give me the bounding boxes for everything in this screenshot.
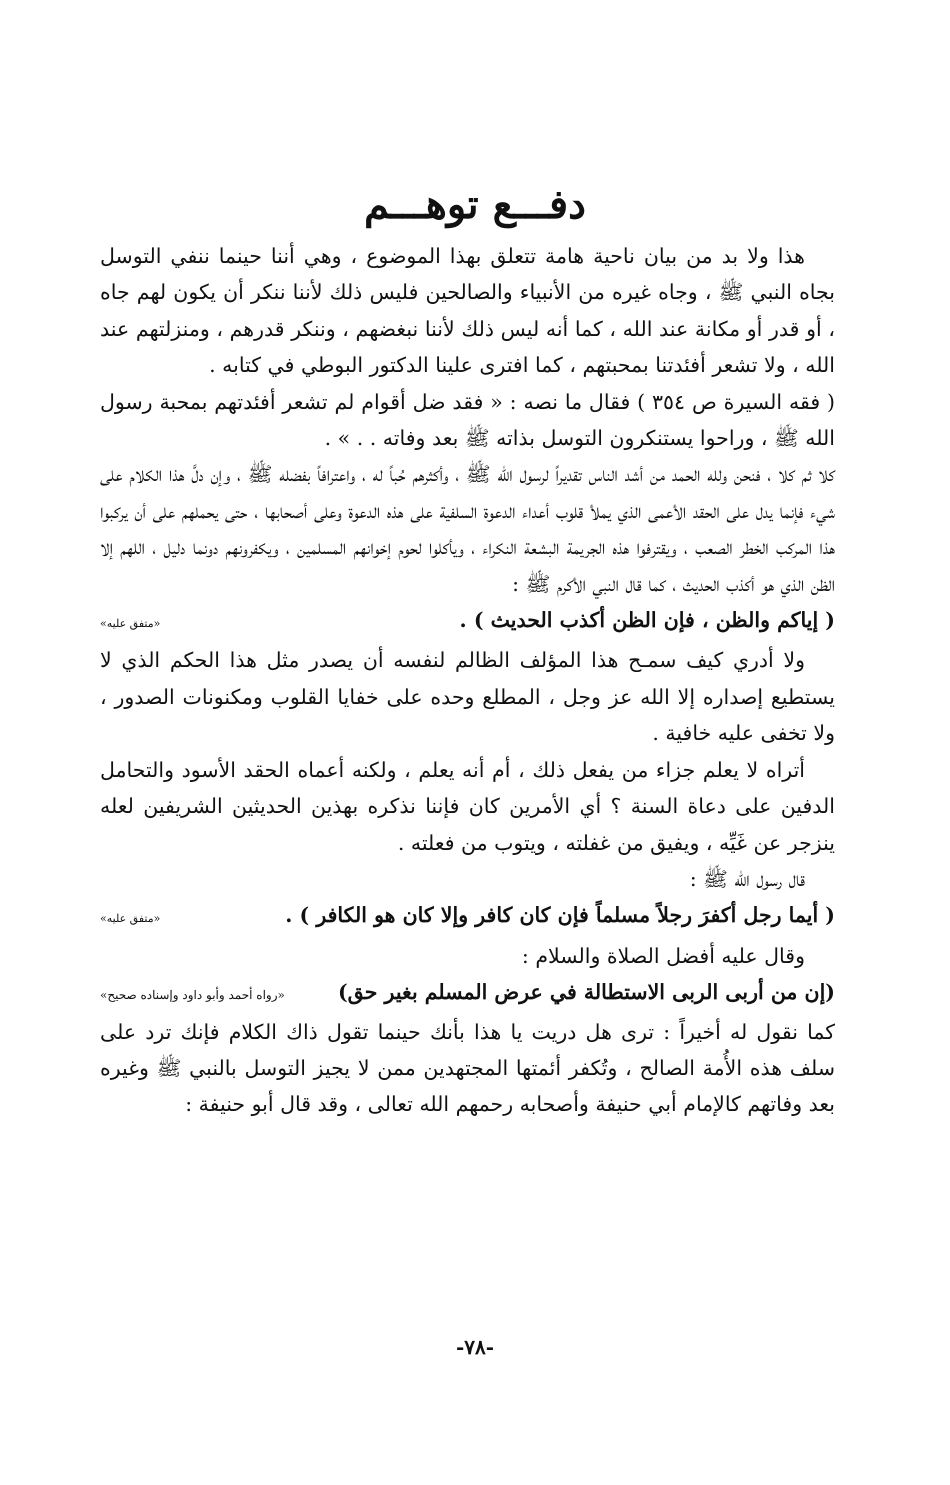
hadith-quote-1-text: ( إياكم والظن ، فإن الظن أكذب الحديث ) . (459, 608, 835, 633)
hadith-quote-2-reference: «متفق عليه» (100, 912, 161, 926)
body-text (100, 238, 835, 1123)
paragraph-9: وقال عليه أفضل الصلاة والسلام : (521, 943, 805, 968)
paragraph-2: ( فقه السيرة ص ٣٥٤ ) فقال ما نصه : « فقد ضل أقوام لم تشعر أفئدتهم بمحبة رسول الله ﷺ ، وراحوا يستنكرون التوسل بذاته ﷺ بعد وفاته . . » . (100, 389, 836, 451)
page-title: دفـــع توهـــم (364, 181, 586, 228)
hadith-quote-2 (100, 897, 835, 937)
hadith-quote-3 (100, 974, 835, 1013)
paragraph-1: هذا ولا بد من بيان ناحية هامة تتعلق بهذا الموضوع ، وهي أننا حينما ننفي التوسل بجاه النبي ﷺ ، وجاه غيره من الأنبياء والصالحين فليس ذلك لأننا ننكر أن يكون لهم جاه ، أو قدر أو مكانة عند الله ، كما أنه ليس ذلك لأننا نبغضهم ، وننكر قدرهم ، ومنزلتهم عند الله ، ولا تشعر أفئدتنا بمحبتهم ، كما افترى علينا الدكتور البوطي في كتابه . (100, 244, 835, 378)
paragraph-3: كلا ثم كلا ، فنحن ولله الحمد من أشد الناس تقديراً لرسول الله ﷺ ، وأكثرهم حُباً له ، واعترافاً بفضله ﷺ ، وإن دلَّ هذا الكلام على شيء فإنما يدل على الحقد الأعمى الذي يملأ قلوب أعداء الدعوة السلفية على هذه الدعوة وعلى أصحابها ، حتى يحملهم على أن يركبوا هذا المركب الخطر الصعب ، ويقترفوا هذه الجريمة البشعة النكراء ، ويأكلوا لحوم إخوانهم المسلمين ، ويكفرونهم دونما دليل ، اللهم إلا الظن الذي هو أكذب الحديث ، كما قال النبي الأكرم ﷺ : (100, 462, 835, 596)
hadith-quote-1-reference: «متفق عليه» (100, 617, 161, 631)
hadith-quote-1 (100, 602, 835, 642)
hadith-quote-3-reference: «رواه أحمد وأبو داود وإسناده صحيح» (100, 988, 285, 1003)
hadith-quote-3-text: (إن من أربى الربى الاستطالة في عرض المسلم بغير حق) (337, 980, 835, 1005)
paragraph-6: أتراه لا يعلم جزاء من يفعل ذلك ، أم أنه يعلم ، ولكنه أعماه الحقد الأسود والتحامل الدفين على دعاة السنة ؟ أي الأمرين كان فإننا نذكره بهذين الحديثين الشريفين لعله ينزجر عن غَيِّه ، ويفيق من غفلته ، ويتوب من فعلته . (100, 757, 835, 855)
paragraph-11: كما نقول له أخيراً : ترى هل دريت يا هذا بأنك حينما تقول ذاك الكلام فإنك ترد على سلف هذه الأُمة الصالح ، وتُكفر أئمتها المجتهدين ممن لا يجيز التوسل بالنبي ﷺ وغيره بعد وفاتهم كالإمام أبي حنيفة وأصحابه رحمهم الله تعالى ، وقد قال أبو حنيفة : (100, 1019, 835, 1117)
hadith-quote-2-text: ( أيما رجل أكفرَ رجلاً مسلماً فإن كان كافر وإلا كان هو الكافر ) . (285, 903, 835, 928)
page-number: -٧٨- (455, 1335, 495, 1359)
paragraph-5: ولا أدري كيف سمـح هذا المؤلف الظالم لنفسه أن يصدر مثل هذا الحكم الذي لا يستطيع إصداره إلا الله عز وجل ، المطلع وحده على خفايا القلوب ومكنونات الصدور ، ولا تخفى عليه خافية . (100, 648, 835, 746)
paragraph-7: قال رسول الله ﷺ : (689, 866, 805, 891)
